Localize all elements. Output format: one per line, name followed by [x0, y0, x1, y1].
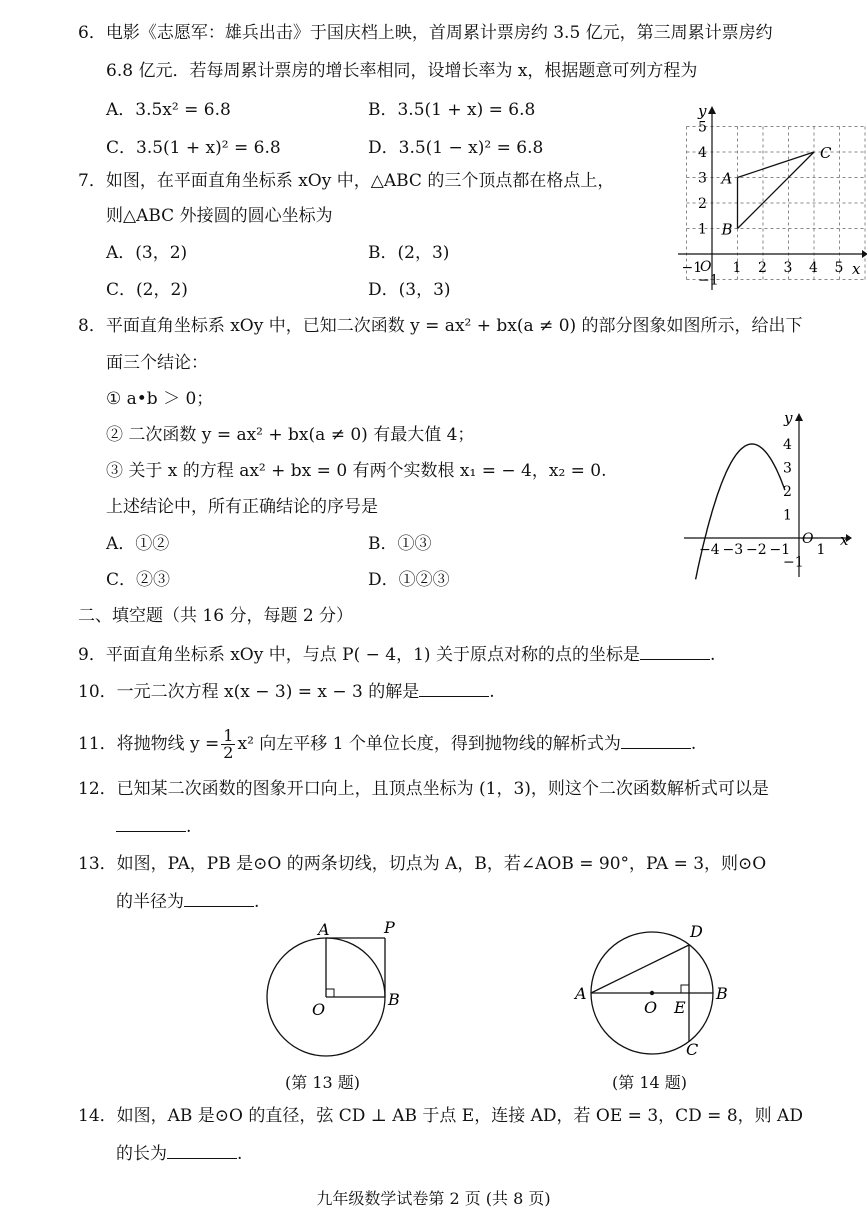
- q14-label-c: C: [686, 1040, 699, 1059]
- q8-conclusion-2: ② 二次函数 y = ax² + bx(a ≠ 0) 有最大值 4；: [106, 425, 475, 445]
- q7-x-tick-label: 3: [783, 260, 793, 276]
- q14-line2: [116, 1142, 242, 1165]
- q14-answer-blank[interactable]: [167, 1142, 237, 1159]
- q7-option-b: B．(2，3): [368, 243, 450, 263]
- q8-line2: 面三个结论：: [106, 353, 208, 373]
- q11-fraction-numerator: 1: [223, 726, 234, 745]
- q8-origin-label: O: [802, 531, 814, 547]
- q9-answer-blank[interactable]: [640, 643, 710, 660]
- section-2-title: 二、填空题（共 16 分，每题 2 分）: [78, 606, 354, 626]
- q7-y-tick-label: 5: [698, 119, 707, 136]
- q9-period: .: [709, 645, 716, 665]
- q7-x-tick-label: 1: [732, 260, 742, 276]
- q8-option-d: D．①②③: [368, 570, 450, 590]
- q7-point-label-b: B: [721, 220, 733, 239]
- q8-y-tick-label: 4: [783, 437, 792, 453]
- q7-x-tick-label: 5: [834, 260, 844, 276]
- q8-x-tick-label: −1: [769, 542, 791, 558]
- q10-text: 10．一元二次方程 x(x − 3) = x − 3 的解是: [78, 682, 420, 702]
- q10-line: [78, 680, 495, 703]
- q7-x-label: x: [852, 260, 861, 278]
- q8-y-arrow: [795, 413, 803, 421]
- q8-x-tick-label: −2: [746, 542, 767, 558]
- q11-fraction: [221, 728, 235, 761]
- q6-option-a: A．3.5x² = 6.8: [106, 100, 231, 120]
- q9-text: 9．平面直角坐标系 xOy 中，与点 P( − 4，1) 关于原点对称的点的坐标是: [78, 645, 640, 665]
- q14-line1: 14．如图，AB 是⊙O 的直径，弦 CD ⊥ AB 于点 E，连接 AD，若 OE = 3，CD = 8，则 AD: [78, 1106, 803, 1126]
- q8-option-c: C．②③: [106, 570, 171, 590]
- q8-y-tick-label: 1: [783, 507, 792, 524]
- q13-caption: (第 13 题): [285, 1073, 361, 1092]
- q14-segment-ad: [591, 945, 689, 993]
- q12-line2: [116, 815, 191, 838]
- q7-option-d: D．(3，3): [368, 280, 451, 300]
- q14-label-b: B: [716, 984, 728, 1003]
- q8-x-tick-label: −4: [699, 542, 720, 558]
- q6-line2: 6.8 亿元．若每周累计票房的增长率相同，设增长率为 x，根据题意可列方程为: [106, 61, 698, 81]
- q8-conclusion-3: ③ 关于 x 的方程 ax² + bx = 0 有两个实数根 x₁ = − 4，x₂ = 0.: [106, 461, 607, 481]
- q6-option-d: D．3.5(1 − x)² = 6.8: [368, 138, 544, 158]
- q14-figure: [570, 915, 740, 1065]
- q14-label-a: A: [575, 984, 587, 1003]
- q7-option-a: A．(3，2): [106, 243, 188, 263]
- q9-line: [78, 643, 715, 666]
- q7-y-label: y: [698, 102, 707, 120]
- q8-line1: 8．平面直角坐标系 xOy 中，已知二次函数 y = ax² + bx(a ≠ 0) 的部分图象如图所示，给出下: [78, 316, 803, 336]
- q7-line1: 7．如图，在平面直角坐标系 xOy 中，△ABC 的三个顶点都在格点上，: [78, 171, 615, 191]
- q7-y-arrow: [708, 106, 716, 114]
- q11-line: [78, 726, 696, 762]
- q14-right-angle-mark: [681, 985, 689, 993]
- q11-text-pre: 11．将抛物线 y =: [78, 734, 220, 754]
- q11-period: .: [690, 734, 697, 754]
- q7-triangle-side-bc: [738, 152, 815, 229]
- q13-label-a: A: [318, 920, 330, 939]
- q14-center-dot: [650, 991, 654, 995]
- q8-y-tick-label: 3: [783, 460, 792, 477]
- q12-period: .: [186, 817, 192, 837]
- q13-answer-blank[interactable]: [184, 890, 254, 907]
- q8-option-b: B．①③: [368, 534, 432, 554]
- q7-y-tick-label: 1: [698, 221, 707, 238]
- q7-y-tick-label: 4: [698, 145, 707, 161]
- q13-period: .: [254, 892, 260, 912]
- q7-x-tick-label: 4: [809, 260, 818, 276]
- q8-line6: 上述结论中，所有正确结论的序号是: [106, 497, 378, 517]
- q8-x-tick-label: 1: [816, 542, 826, 558]
- q7-triangle-side-ca: [738, 152, 815, 178]
- q6-option-b: B．3.5(1 + x) = 6.8: [368, 100, 536, 120]
- q13-line1: 13．如图，PA，PB 是⊙O 的两条切线，切点为 A，B，若∠AOB = 90°，PA = 3，则⊙O: [78, 854, 767, 874]
- q8-conclusion-1: ① a•b ＞ 0；: [106, 389, 214, 409]
- q8-x-label: x: [840, 531, 849, 549]
- q7-x-tick-label: 2: [758, 260, 767, 276]
- q14-label-o: O: [644, 998, 658, 1017]
- q7-y-tick-label: −1: [698, 272, 719, 289]
- q11-text-post: x² 向左平移 1 个单位长度，得到抛物线的解析式为: [237, 734, 621, 754]
- q7-origin-label: O: [700, 259, 712, 275]
- q14-label-d: D: [690, 922, 703, 941]
- q12-answer-blank[interactable]: [116, 815, 186, 832]
- q8-y-label: y: [784, 409, 793, 427]
- q11-answer-blank[interactable]: [621, 732, 691, 749]
- q7-grid-figure: [670, 98, 867, 298]
- q13-label-o: O: [312, 1000, 326, 1019]
- q14-caption: (第 14 题): [612, 1073, 688, 1092]
- q7-option-c: C．(2，2): [106, 280, 188, 300]
- q7-point-label-a: A: [721, 169, 733, 188]
- q8-y-tick-label: 2: [783, 484, 792, 500]
- q7-line2: 则△ABC 外接圆的圆心坐标为: [106, 206, 333, 226]
- q7-y-tick-label: 3: [698, 170, 707, 187]
- q14-label-e: E: [674, 998, 686, 1017]
- q7-point-label-c: C: [820, 144, 832, 162]
- q7-x-tick-label: −1: [681, 260, 703, 276]
- q14-period: .: [237, 1144, 243, 1164]
- q10-period: .: [489, 682, 495, 702]
- q8-parabola-curve: [696, 444, 785, 579]
- page-footer: 九年级数学试卷第 2 页 (共 8 页): [316, 1189, 551, 1208]
- q13-right-angle-mark: [326, 989, 334, 997]
- q8-x-tick-label: −3: [722, 542, 744, 558]
- q13-text: 的半径为: [116, 892, 184, 912]
- q13-line2: [116, 890, 259, 913]
- q8-parabola-figure: [680, 405, 860, 583]
- q7-x-arrow: [862, 250, 867, 258]
- q8-option-a: A．①②: [106, 534, 170, 554]
- q6-line1: 6．电影《志愿军：雄兵出击》于国庆档上映，首周累计票房约 3.5 亿元，第三周累计票房约: [78, 23, 773, 43]
- q8-y-tick-label: −1: [783, 554, 804, 571]
- q7-y-tick-label: 2: [698, 196, 707, 212]
- q13-label-b: B: [388, 990, 400, 1009]
- q13-figure: [260, 915, 410, 1065]
- q10-answer-blank[interactable]: [419, 680, 489, 697]
- q14-text: 的长为: [116, 1144, 167, 1164]
- q13-label-p: P: [384, 918, 395, 937]
- q12-line1: 12．已知某二次函数的图象开口向上，且顶点坐标为 (1，3)，则这个二次函数解析式可以是: [78, 779, 769, 799]
- q11-fraction-denominator: 2: [223, 743, 234, 762]
- q6-option-c: C．3.5(1 + x)² = 6.8: [106, 138, 281, 158]
